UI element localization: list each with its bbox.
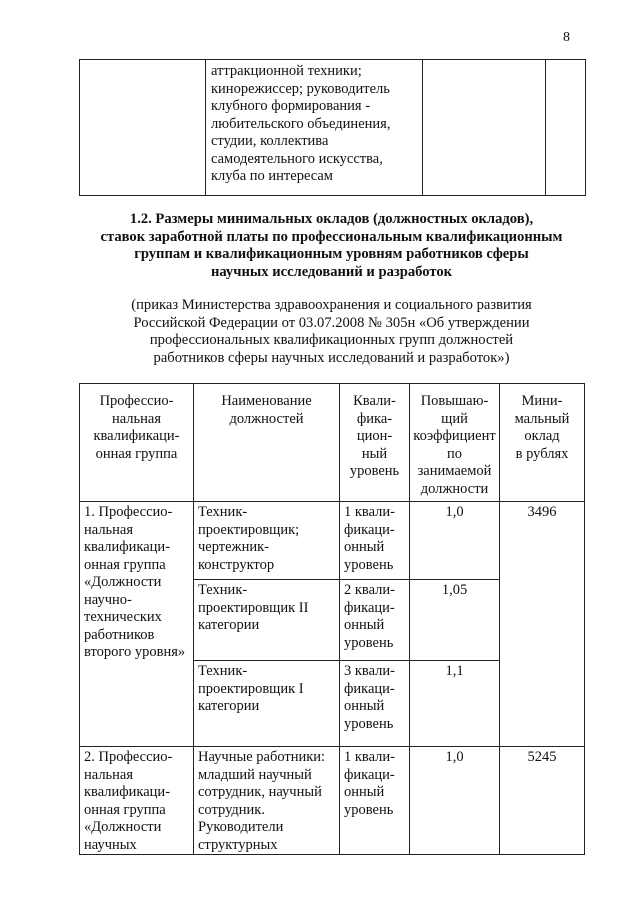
text-line: работников сферы научных исследований и разработок»)	[153, 349, 510, 366]
text-line: в рублях	[515, 445, 569, 462]
header-coefficient	[410, 384, 500, 502]
text-line: категории	[198, 698, 260, 714]
header-level	[340, 384, 410, 502]
header-position	[194, 384, 340, 502]
text-line: мальный	[514, 410, 570, 427]
continuation-cell-group	[80, 60, 206, 196]
text-line: структурных	[198, 836, 278, 853]
text-line: фикаци-	[344, 766, 395, 783]
text-line: сотрудник, научный	[198, 784, 322, 800]
text-line: сотрудник.	[198, 801, 265, 818]
text-line: щий	[441, 410, 468, 427]
position-cell	[194, 747, 340, 855]
text-line: кинорежиссер; руководитель	[211, 80, 390, 97]
section-heading	[79, 211, 584, 281]
text-line: 2. Профессио-	[84, 749, 173, 765]
text-line: онный	[344, 698, 385, 714]
level-cell	[340, 747, 410, 855]
text-line: онная группа	[84, 801, 166, 818]
header-salary	[500, 384, 585, 502]
text-line: Научные работники:	[198, 749, 326, 765]
text-line: «Должности	[84, 819, 162, 835]
text-line: фика-	[356, 410, 393, 427]
position-cell	[194, 661, 340, 747]
text-line: занимаемой	[417, 463, 492, 479]
text-line: технических	[84, 609, 162, 625]
text-line: квалификаци-	[84, 784, 171, 800]
text-line: Техник-	[198, 663, 248, 679]
level-cell	[340, 580, 410, 661]
position-cell	[194, 580, 340, 661]
page-number: 8	[563, 30, 570, 45]
text-line: «Должности	[84, 574, 162, 590]
text-line: проектировщик II	[198, 599, 309, 616]
text-line: уровень	[349, 463, 400, 479]
text-line: уровень	[344, 556, 394, 573]
text-line: проектировщик I	[198, 680, 304, 697]
text-line: Наименование	[221, 393, 312, 409]
salary-cell: 5245	[500, 747, 585, 855]
text-line: 2 квали-	[344, 582, 395, 598]
coefficient-cell: 1,1	[410, 661, 500, 747]
text-line: онный	[344, 617, 385, 633]
table-row	[80, 502, 585, 580]
text-line: Российской Федерации от 03.07.2008 № 305н «Об утверждении	[133, 314, 530, 331]
text-line: уровень	[344, 634, 394, 651]
table-row	[80, 747, 585, 855]
text-line: цион-	[356, 428, 393, 444]
coefficient-cell: 1,0	[410, 502, 500, 580]
salary-table	[79, 383, 585, 855]
text-line: научно-	[84, 591, 132, 608]
text-line: профессиональных квалификационных групп должностей	[149, 332, 514, 348]
text-line: младший научный	[198, 766, 312, 783]
text-line: 1 квали-	[344, 504, 395, 520]
text-line: онный	[344, 539, 385, 555]
header-group	[80, 384, 194, 502]
text-line: Техник-	[198, 504, 248, 520]
text-line: онная группа	[95, 445, 178, 462]
text-line: онный	[344, 784, 385, 800]
text-line: нальная	[111, 410, 162, 427]
text-line: ставок заработной платы по профессиональным квалификационным	[100, 228, 563, 245]
text-line: научных	[84, 836, 137, 853]
text-line: онная группа	[84, 556, 166, 573]
text-line: 1. Профессио-	[84, 504, 173, 520]
text-line: ный	[361, 445, 388, 462]
table-header-row	[80, 384, 585, 502]
text-line: квалификаци-	[93, 428, 180, 444]
text-line: конструктор	[198, 556, 275, 573]
text-line: 1 квали-	[344, 749, 395, 765]
continuation-table	[79, 59, 586, 196]
text-line: (приказ Министерства здравоохранения и социального развития	[131, 297, 532, 313]
text-line: должности	[420, 480, 489, 497]
text-line: нальная	[84, 766, 134, 783]
text-line: проектировщик;	[198, 521, 300, 538]
text-line: нальная	[84, 521, 134, 538]
text-line: клуба по интересам	[211, 168, 333, 184]
continuation-cell-positions	[206, 60, 423, 196]
continuation-cell-salary	[546, 60, 586, 196]
text-line: по	[446, 445, 462, 462]
text-line: Мини-	[521, 393, 563, 409]
text-line: фикаци-	[344, 521, 395, 538]
text-line: чертежник-	[198, 539, 269, 555]
group-cell	[80, 747, 194, 855]
text-line: аттракционной техники;	[211, 63, 362, 79]
coefficient-cell: 1,0	[410, 747, 500, 855]
position-cell	[194, 502, 340, 580]
text-line: фикаци-	[344, 680, 395, 697]
text-line: Руководители	[198, 819, 284, 835]
text-line: научных исследований и разработок	[210, 263, 453, 280]
text-line: уровень	[344, 715, 394, 732]
group-cell	[80, 502, 194, 747]
text-line: работников	[84, 626, 155, 643]
text-line: категории	[198, 617, 260, 633]
text-line: Квали-	[353, 393, 396, 409]
continuation-cell-level	[423, 60, 546, 196]
text-line: оклад	[524, 428, 560, 444]
text-line: коэффициент	[413, 428, 496, 444]
level-cell	[340, 502, 410, 580]
text-line: любительского объединения,	[211, 115, 391, 132]
text-line: студии, коллектива	[211, 133, 329, 149]
text-line: должностей	[229, 410, 304, 427]
order-reference	[79, 297, 584, 367]
text-line: самодеятельного искусства,	[211, 150, 383, 167]
text-line: 3 квали-	[344, 663, 395, 679]
text-line: клубного формирования -	[211, 98, 371, 114]
salary-cell: 3496	[500, 502, 585, 747]
text-line: квалификаци-	[84, 539, 171, 555]
text-line: Повышаю-	[420, 393, 489, 409]
coefficient-cell: 1,05	[410, 580, 500, 661]
text-line: Профессио-	[99, 393, 174, 409]
text-line: фикаци-	[344, 599, 395, 616]
text-line: Техник-	[198, 582, 248, 598]
text-line: уровень	[344, 801, 394, 818]
text-line: второго уровня»	[84, 644, 186, 660]
level-cell	[340, 661, 410, 747]
text-line: группам и квалификационным уровням работников сферы	[134, 246, 529, 262]
text-line: 1.2. Размеры минимальных окладов (должностных окладов),	[129, 211, 534, 227]
